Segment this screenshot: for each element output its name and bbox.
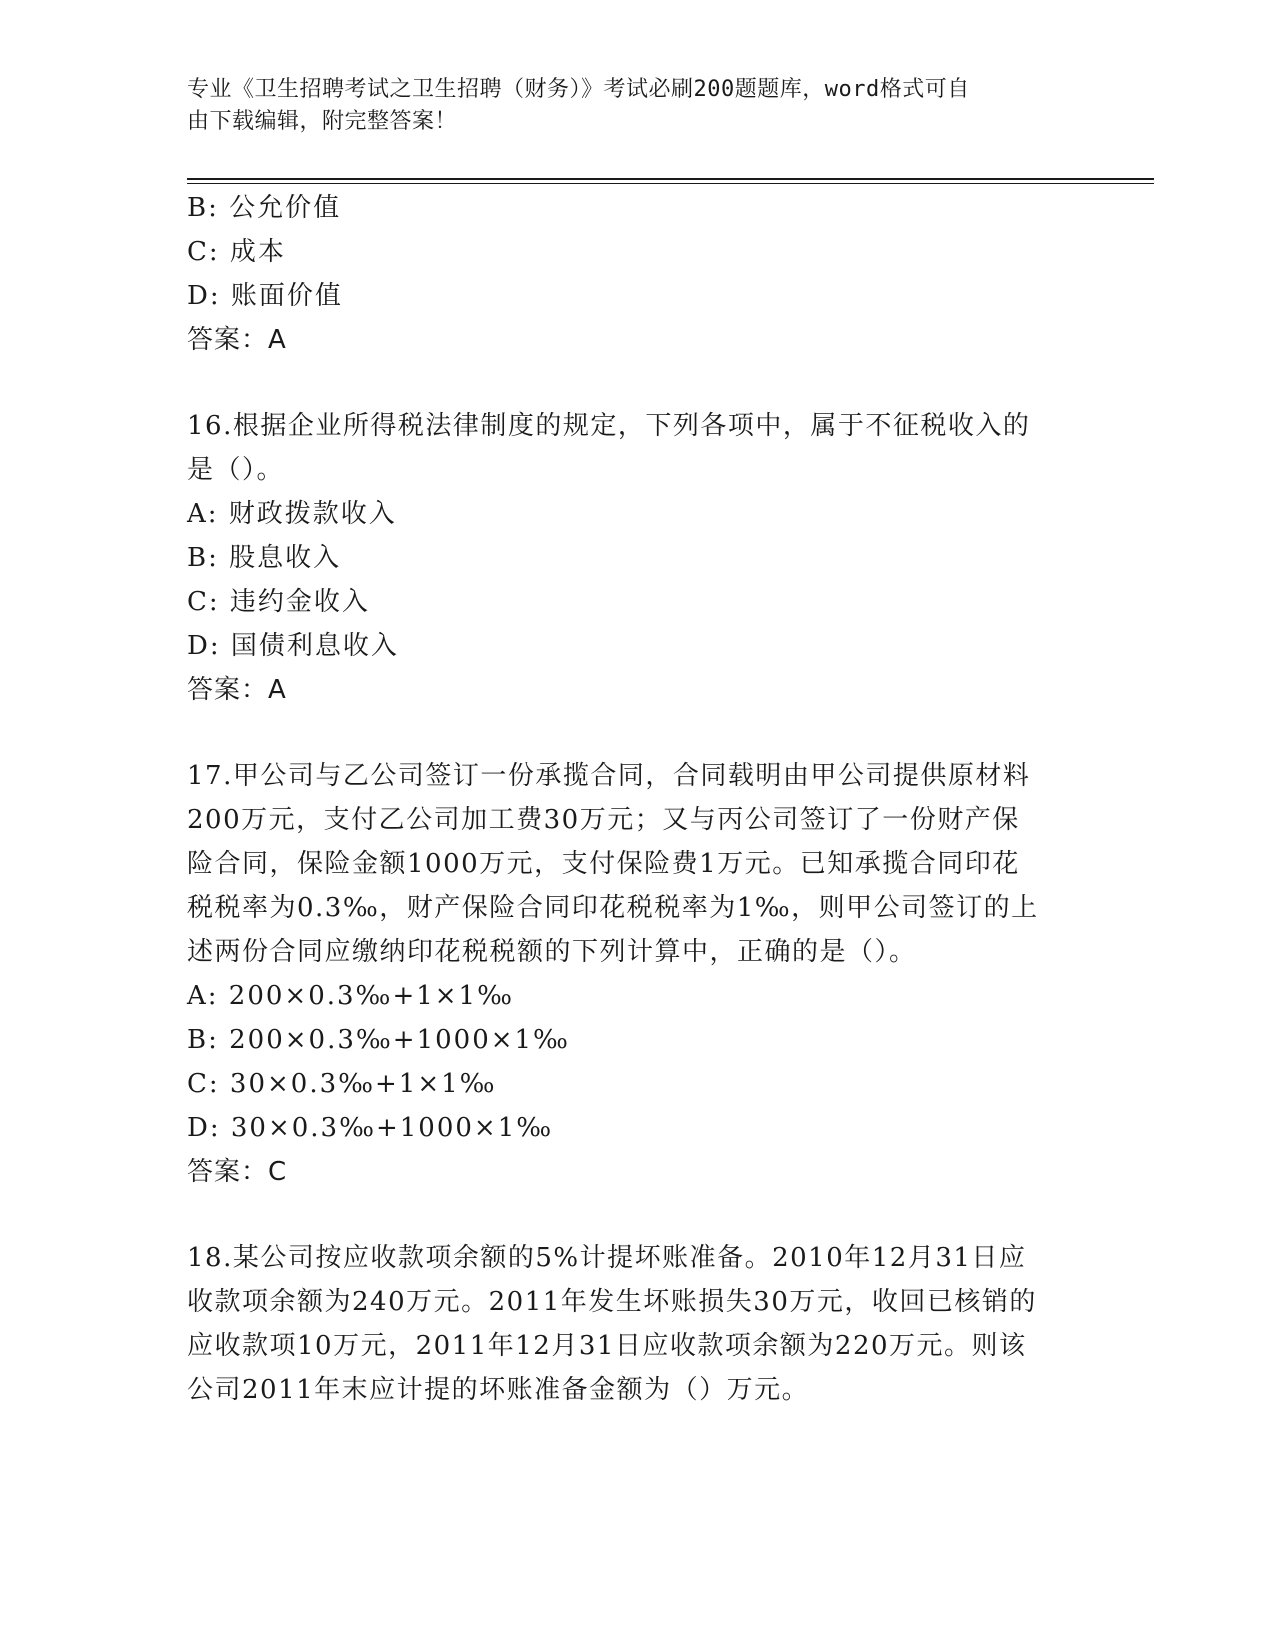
q18-stem-line-1: 18.某公司按应收款项余额的5%计提坏账准备。2010年12月31日应 <box>187 1243 1027 1273</box>
q16-stem-line-1: 16.根据企业所得税法律制度的规定，下列各项中，属于不征税收入的 <box>187 411 1031 441</box>
q17-answer: 答案：C <box>187 1157 288 1187</box>
header-line-1: 专业《卫生招聘考试之卫生招聘（财务）》考试必刷200题题库，word格式可自 <box>187 77 970 102</box>
q17-stem-line-2: 200万元，支付乙公司加工费30万元；又与丙公司签订了一份财产保 <box>187 805 1020 835</box>
q15-answer: 答案：A <box>187 325 287 355</box>
q16-answer: 答案：A <box>187 675 287 705</box>
q16-option-c: C: 违约金收入 <box>187 587 370 617</box>
q15-option-b: B: 公允价值 <box>187 193 342 223</box>
header-rule-thin <box>187 183 1154 184</box>
q16-option-a: A: 财政拨款收入 <box>187 499 397 529</box>
header-line-2: 由下载编辑，附完整答案！ <box>187 109 458 134</box>
q18-stem-line-3: 应收款项10万元，2011年12月31日应收款项余额为220万元。则该 <box>187 1331 1027 1361</box>
q18-stem-line-4: 公司2011年末应计提的坏账准备金额为（）万元。 <box>187 1375 810 1405</box>
q17-option-d: D: 30×0.3‰+1000×1‰ <box>187 1113 554 1143</box>
page-header <box>187 74 1067 138</box>
q16-stem-line-2: 是（）。 <box>187 455 285 485</box>
q16-option-b: B: 股息收入 <box>187 543 342 573</box>
q17-option-c: C: 30×0.3‰+1×1‰ <box>187 1069 497 1099</box>
header-rule-thick <box>187 178 1154 180</box>
q15-option-d: D: 账面价值 <box>187 281 343 311</box>
q17-stem-line-4: 税税率为0.3‰，财产保险合同印花税税率为1‰，则甲公司签订的上 <box>187 893 1039 923</box>
q17-stem-line-3: 险合同，保险金额1000万元，支付保险费1万元。已知承揽合同印花 <box>187 849 1020 879</box>
q15-option-c: C: 成本 <box>187 237 286 267</box>
q17-stem-line-5: 述两份合同应缴纳印花税税额的下列计算中，正确的是（）。 <box>187 937 917 967</box>
q16-option-d: D: 国债利息收入 <box>187 631 399 661</box>
q18-stem-line-2: 收款项余额为240万元。2011年发生坏账损失30万元，收回已核销的 <box>187 1287 1037 1317</box>
q17-option-a: A: 200×0.3‰+1×1‰ <box>187 981 514 1011</box>
q17-option-b: B: 200×0.3‰+1000×1‰ <box>187 1025 570 1055</box>
q17-stem-line-1: 17.甲公司与乙公司签订一份承揽合同，合同载明由甲公司提供原材料 <box>187 761 1031 791</box>
